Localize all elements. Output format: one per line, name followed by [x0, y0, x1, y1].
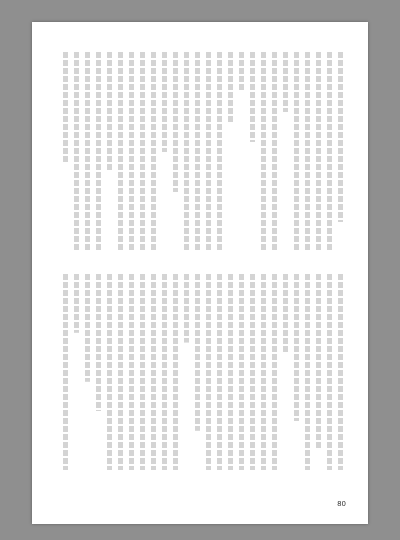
- text-column: [292, 52, 300, 252]
- text-column: [259, 274, 267, 470]
- text-column: [325, 274, 333, 470]
- text-column: [61, 52, 69, 252]
- text-column: [281, 52, 289, 252]
- upper-text-tier: [58, 52, 344, 252]
- text-column: [83, 52, 91, 252]
- text-column: [270, 274, 278, 470]
- text-column: [182, 52, 190, 252]
- text-column: [116, 274, 124, 470]
- text-column: [61, 274, 69, 470]
- text-column: [149, 52, 157, 252]
- text-column: [292, 274, 300, 470]
- text-column: [325, 52, 333, 252]
- text-column: [237, 52, 245, 252]
- text-column: [270, 52, 278, 252]
- text-column: [237, 274, 245, 470]
- text-column: [138, 52, 146, 252]
- text-column: [138, 274, 146, 470]
- text-column: [215, 52, 223, 252]
- text-column: [160, 274, 168, 470]
- text-column: [94, 52, 102, 252]
- text-column: [314, 52, 322, 252]
- text-column: [193, 52, 201, 252]
- text-column: [116, 52, 124, 252]
- text-column: [314, 274, 322, 470]
- text-column: [72, 274, 80, 470]
- text-column: [204, 52, 212, 252]
- text-column: [336, 274, 344, 470]
- lower-text-tier: [58, 274, 344, 470]
- text-column: [182, 274, 190, 470]
- text-column: [226, 52, 234, 252]
- text-column: [83, 274, 91, 470]
- text-column: [94, 274, 102, 470]
- text-column: [226, 274, 234, 470]
- text-column: [248, 274, 256, 470]
- page-number: 80: [337, 500, 346, 508]
- text-column: [248, 52, 256, 252]
- text-column: [72, 52, 80, 252]
- text-column: [281, 274, 289, 470]
- text-column: [160, 52, 168, 252]
- text-column: [215, 274, 223, 470]
- text-column: [303, 274, 311, 470]
- text-column: [259, 52, 267, 252]
- text-column: [336, 52, 344, 252]
- text-column: [171, 274, 179, 470]
- book-page: [32, 22, 368, 524]
- text-column: [105, 52, 113, 252]
- text-column: [105, 274, 113, 470]
- text-column: [149, 274, 157, 470]
- text-column: [127, 274, 135, 470]
- text-column: [204, 274, 212, 470]
- text-column: [171, 52, 179, 252]
- text-column: [127, 52, 135, 252]
- text-column: [303, 52, 311, 252]
- text-column: [193, 274, 201, 470]
